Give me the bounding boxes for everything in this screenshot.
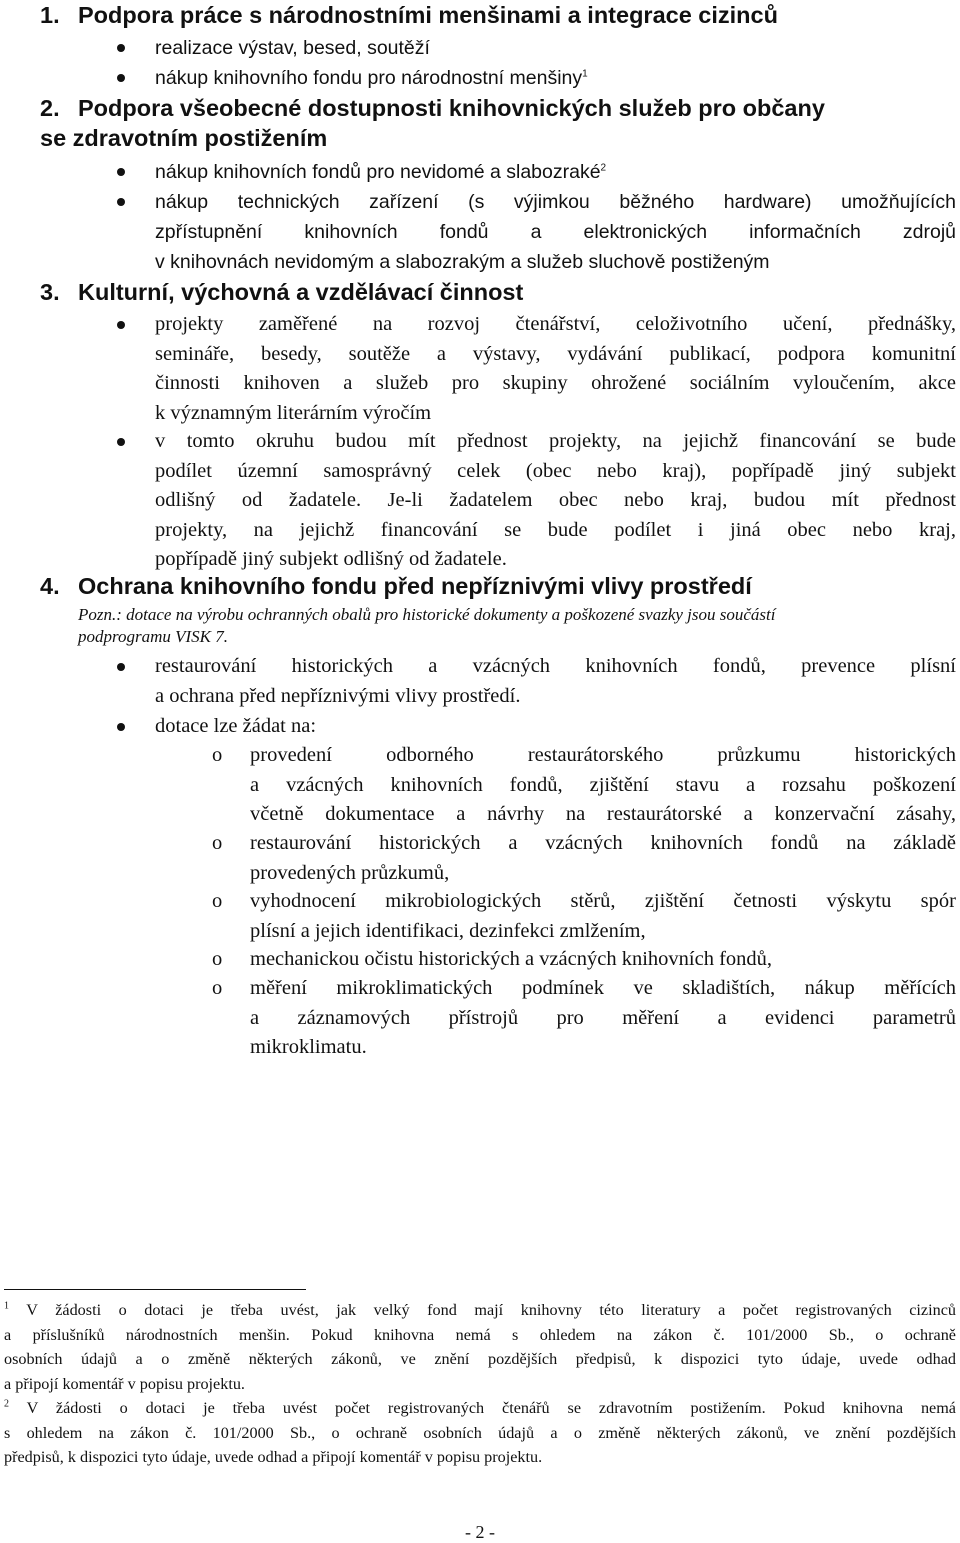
list-item: nákup knihovních fondů pro nevidomé a slabozraké$^2$ xyxy=(155,157,956,187)
footnote-2: $^2$ V žádosti o dotaci je třeba uvést počet registrovaných čtenářů se zdravotním postižením. Pokud knihovna nemá s ohledem na zákon č. 101/2000 Sb., o ochraně osobních údajů a o změně některých zákonů, ve znění pozdějších předpisů, k dispozici tyto údaje, uvede odhad a připojí komentář v popisu projektu. xyxy=(4,1398,956,1466)
footnote-1: $^1$ V žádosti o dotaci je třeba uvést, jak velký fond mají knihovny této literatury a počet registrovaných cizinců a příslušníků národnostních menšin. Pokud knihovna nemá s ohledem na zákon č. 101/2000 Sb., o ochraně osobních údajů a o změně některých zákonů, ve znění pozdějších předpisů, k dispozici tyto údaje, uvede odhad a připojí komentář v popisu projektu. xyxy=(4,1300,956,1393)
note: Pozn.: dotace na výrobu ochranných obalů pro historické dokumenty a poškozené svazky jsou součástí podprogramu VISK 7. xyxy=(78,605,776,646)
list-item: projekty zaměřené na rozvoj čtenářství, celoživotního učení, přednášky, semináře, besedy, soutěže a výstavy, vydávání publikací, podpora komunitní činnosti knihoven a služeb pro skupiny ohrožené sociálním vyloučením, akce k významným literárním výročím xyxy=(155,310,956,428)
sub-bullet: o xyxy=(212,977,223,999)
bullet-icon xyxy=(117,723,125,731)
section-heading-2-cont xyxy=(40,123,956,153)
list-item: realizace výstav, besed, soutěží xyxy=(155,33,956,63)
bullet-icon xyxy=(117,198,125,206)
list-item: nákup technických zařízení (s výjimkou běžného hardware) umožňujících zpřístupnění knihovních fondů a elektronických informačních zdrojů v knihovnách nevidomým a slabozrakým a služeb sluchově postiženým xyxy=(155,187,956,277)
section-title: Ochrana knihovního fondu před nepříznivými vlivy prostředí xyxy=(78,573,752,599)
section-heading-2 xyxy=(40,93,956,123)
section-heading-1 xyxy=(40,0,956,30)
list-item: restaurování historických a vzácných knihovních fondů, prevence plísní a ochrana před nepříznivými vlivy prostředí. xyxy=(155,652,956,711)
sub-list-item: o provedení odborného restaurátorského průzkumu historických a vzácných knihovních fondů, zjištění stavu a rozsahu poškození včetně dokumentace a návrhy na restaurátorské a konzervační zásahy, xyxy=(250,741,956,830)
section-heading-4 xyxy=(40,571,956,601)
footnote-ref: 2 xyxy=(600,162,607,174)
section-number: 1. xyxy=(40,2,60,28)
footnote-divider xyxy=(4,1289,306,1290)
note-label: Pozn. xyxy=(78,605,117,624)
sub-bullet: o xyxy=(212,744,223,766)
footnote-ref: 1 xyxy=(582,68,588,80)
sub-list-item: o měření mikroklimatických podmínek ve skladištích, nákup měřících a záznamových přístrojů pro měření a evidenci parametrů mikroklimatu. xyxy=(250,974,956,1063)
bullet-icon xyxy=(117,321,125,329)
bullet-icon xyxy=(117,44,125,52)
page-number: - 2 - xyxy=(465,1522,495,1542)
footnote-mark: 1 xyxy=(4,1300,9,1312)
sub-bullet: o xyxy=(212,890,223,912)
list-item: nákup knihovního fondu pro národnostní menšiny$^1$ xyxy=(155,63,956,93)
sub-bullet: o xyxy=(212,948,223,970)
section-number: 2. xyxy=(40,95,60,121)
section-heading-3 xyxy=(40,277,956,307)
bullet-icon xyxy=(117,168,125,176)
section-title: Podpora všeobecné dostupnosti knihovnických služeb pro občany xyxy=(78,95,825,121)
section-number: 3. xyxy=(40,279,60,305)
list-item: v tomto okruhu budou mít přednost projekty, na jejichž financování se bude podílet územní samosprávný celek (obec nebo kraj), popřípadě jiný subjekt odlišný od žadatele. Je-li žadatelem obec nebo kraj, budou mít přednost projekty, na jejichž financování se bude podílet i jiná obec nebo kraj, popřípadě jiný subjekt odlišný od žadatele. xyxy=(155,427,956,575)
sub-list-item: o restaurování historických a vzácných knihovních fondů na základě provedených průzkumů, xyxy=(250,829,956,888)
footnote-mark: 2 xyxy=(4,1398,9,1410)
bullet-icon xyxy=(117,74,125,82)
bullet-icon xyxy=(117,438,125,446)
sub-bullet: o xyxy=(212,832,223,854)
sub-list-item: o mechanickou očistu historických a vzácných knihovních fondů, xyxy=(250,945,956,975)
section-number: 4. xyxy=(40,573,60,599)
sub-list-item: o vyhodnocení mikrobiologických stěrů, zjištění četnosti výskytu spór plísní a jejich identifikaci, dezinfekci zmlžením, xyxy=(250,887,956,946)
section-title-cont: se zdravotním postižením xyxy=(40,125,328,151)
list-item: dotace lze žádat na: xyxy=(155,712,956,742)
section-title: Podpora práce s národnostními menšinami a integrace cizinců xyxy=(78,2,778,28)
bullet-icon xyxy=(117,663,125,671)
section-title: Kulturní, výchovná a vzdělávací činnost xyxy=(78,279,524,305)
